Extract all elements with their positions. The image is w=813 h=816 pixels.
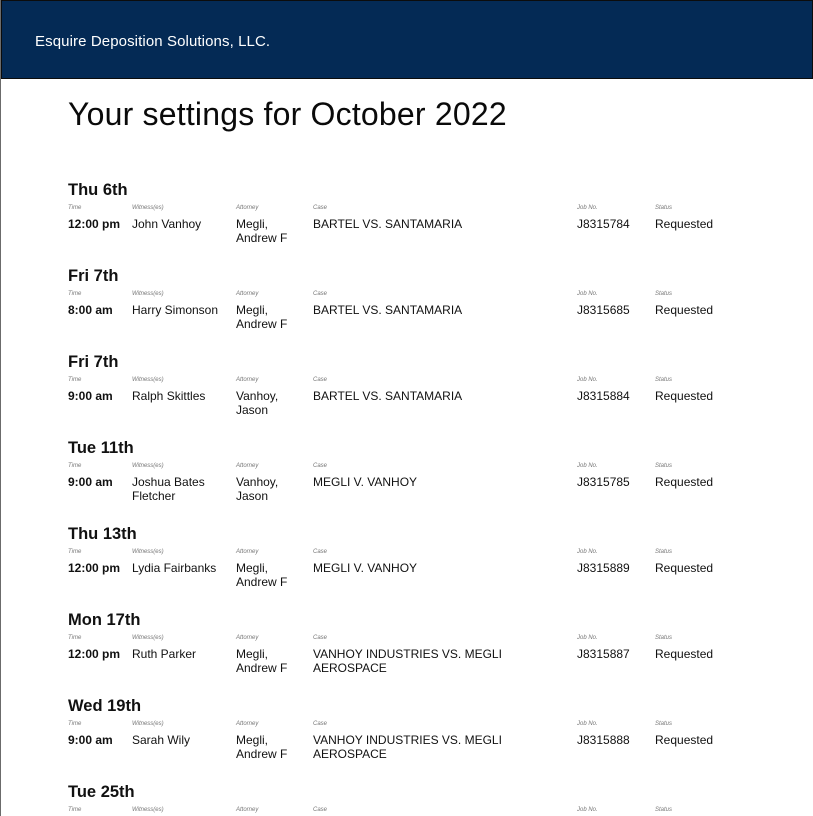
status-value: Requested — [655, 475, 714, 489]
entry-date: Tue 25th — [68, 783, 135, 801]
witness-value: Ruth Parker — [132, 647, 197, 661]
setting-entry — [68, 525, 788, 611]
time-value: 8:00 am — [68, 303, 113, 317]
status-label: Status — [655, 463, 673, 469]
entry-date: Tue 11th — [68, 439, 134, 457]
job-number-value: J8315889 — [577, 561, 630, 575]
setting-entry — [68, 267, 788, 353]
witness-label: Witness(es) — [132, 807, 164, 813]
job-number-value: J8315685 — [577, 303, 630, 317]
attorney-value: Megli, Andrew F — [236, 561, 288, 589]
time-label: Time — [68, 721, 82, 727]
case-label: Case — [313, 463, 328, 469]
entry-date: Wed 19th — [68, 697, 142, 715]
job-number-label: Job No. — [577, 291, 598, 297]
case-value: VANHOY INDUSTRIES VS. MEGLI AEROSPACE — [313, 733, 502, 761]
job-number-label: Job No. — [577, 377, 598, 383]
settings-list — [68, 181, 788, 816]
time-value: 12:00 pm — [68, 561, 121, 575]
status-label: Status — [655, 549, 673, 555]
setting-entry — [68, 611, 788, 697]
witness-label: Witness(es) — [132, 549, 164, 555]
job-number-value: J8315784 — [577, 217, 630, 231]
case-label: Case — [313, 205, 328, 211]
case-label: Case — [313, 291, 328, 297]
job-number-value: J8315884 — [577, 389, 630, 403]
time-label: Time — [68, 205, 82, 211]
case-label: Case — [313, 721, 328, 727]
job-number-label: Job No. — [577, 635, 598, 641]
attorney-label: Attorney — [236, 291, 259, 297]
case-value: MEGLI V. VANHOY — [313, 561, 418, 575]
header-bar — [1, 0, 813, 79]
job-number-value: J8315785 — [577, 475, 630, 489]
job-number-label: Job No. — [577, 205, 598, 211]
company-name: Esquire Deposition Solutions, LLC. — [35, 33, 271, 50]
setting-entry — [68, 783, 788, 816]
case-label: Case — [313, 377, 328, 383]
witness-value: Sarah Wily — [132, 733, 191, 747]
witness-label: Witness(es) — [132, 291, 164, 297]
status-value: Requested — [655, 217, 714, 231]
attorney-value: Vanhoy, Jason — [236, 475, 279, 503]
status-value: Requested — [655, 647, 714, 661]
time-value: 12:00 pm — [68, 217, 121, 231]
job-number-label: Job No. — [577, 463, 598, 469]
job-number-label: Job No. — [577, 721, 598, 727]
status-label: Status — [655, 291, 673, 297]
time-label: Time — [68, 463, 82, 469]
setting-entry — [68, 181, 788, 267]
attorney-value: Vanhoy, Jason — [236, 389, 279, 417]
witness-value: Joshua Bates Fletcher — [132, 475, 205, 503]
job-number-label: Job No. — [577, 549, 598, 555]
witness-value: Lydia Fairbanks — [132, 561, 217, 575]
entry-date: Thu 13th — [68, 525, 137, 543]
status-value: Requested — [655, 561, 714, 575]
case-value: BARTEL VS. SANTAMARIA — [313, 303, 463, 317]
witness-label: Witness(es) — [132, 635, 164, 641]
setting-entry — [68, 439, 788, 525]
witness-value: Ralph Skittles — [132, 389, 206, 403]
setting-entry — [68, 697, 788, 783]
time-label: Time — [68, 549, 82, 555]
time-label: Time — [68, 807, 82, 813]
witness-label: Witness(es) — [132, 205, 164, 211]
witness-value: John Vanhoy — [132, 217, 202, 231]
entry-date: Thu 6th — [68, 181, 128, 199]
attorney-value: Megli, Andrew F — [236, 733, 288, 761]
time-label: Time — [68, 291, 82, 297]
entry-date: Fri 7th — [68, 353, 119, 371]
attorney-label: Attorney — [236, 807, 259, 813]
job-number-value: J8315887 — [577, 647, 630, 661]
time-value: 9:00 am — [68, 733, 113, 747]
status-label: Status — [655, 807, 673, 813]
attorney-label: Attorney — [236, 463, 259, 469]
entry-date: Mon 17th — [68, 611, 141, 629]
case-value: MEGLI V. VANHOY — [313, 475, 418, 489]
attorney-label: Attorney — [236, 721, 259, 727]
case-label: Case — [313, 807, 328, 813]
witness-value: Harry Simonson — [132, 303, 219, 317]
time-label: Time — [68, 377, 82, 383]
page-title: Your settings for October 2022 — [68, 96, 507, 132]
attorney-value: Megli, Andrew F — [236, 217, 288, 245]
attorney-label: Attorney — [236, 549, 259, 555]
case-label: Case — [313, 549, 328, 555]
case-value: BARTEL VS. SANTAMARIA — [313, 389, 463, 403]
status-value: Requested — [655, 389, 714, 403]
status-label: Status — [655, 721, 673, 727]
job-number-value: J8315888 — [577, 733, 630, 747]
time-label: Time — [68, 635, 82, 641]
witness-label: Witness(es) — [132, 377, 164, 383]
status-value: Requested — [655, 303, 714, 317]
status-value: Requested — [655, 733, 714, 747]
case-value: VANHOY INDUSTRIES VS. MEGLI AEROSPACE — [313, 647, 502, 675]
attorney-value: Megli, Andrew F — [236, 303, 288, 331]
attorney-label: Attorney — [236, 205, 259, 211]
status-label: Status — [655, 635, 673, 641]
witness-label: Witness(es) — [132, 463, 164, 469]
attorney-label: Attorney — [236, 635, 259, 641]
time-value: 9:00 am — [68, 389, 113, 403]
job-number-label: Job No. — [577, 807, 598, 813]
status-label: Status — [655, 377, 673, 383]
attorney-label: Attorney — [236, 377, 259, 383]
time-value: 12:00 pm — [68, 647, 121, 661]
status-label: Status — [655, 205, 673, 211]
case-label: Case — [313, 635, 328, 641]
witness-label: Witness(es) — [132, 721, 164, 727]
case-value: BARTEL VS. SANTAMARIA — [313, 217, 463, 231]
setting-entry — [68, 353, 788, 439]
entry-date: Fri 7th — [68, 267, 119, 285]
attorney-value: Megli, Andrew F — [236, 647, 288, 675]
time-value: 9:00 am — [68, 475, 113, 489]
